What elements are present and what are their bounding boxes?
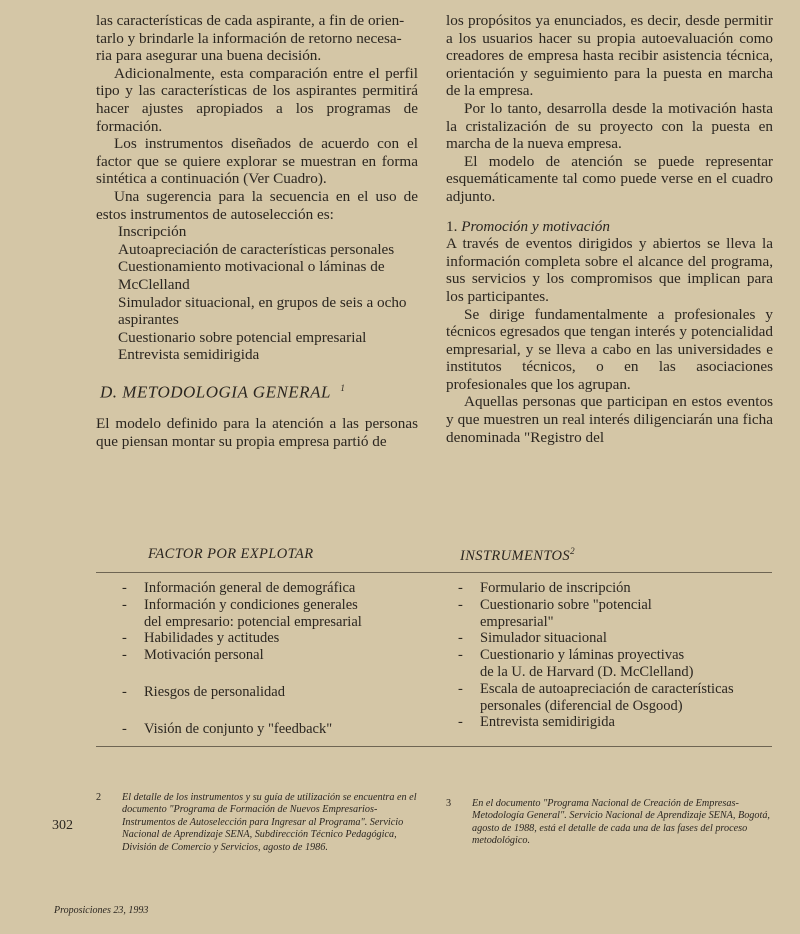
table-header-instruments-note: 2 bbox=[570, 546, 575, 556]
row-dash bbox=[458, 698, 480, 715]
row-text: Información general de demográfica bbox=[144, 580, 356, 596]
table-row bbox=[122, 684, 422, 701]
list-item: Cuestionamiento motivacional o láminas de McClelland bbox=[118, 258, 385, 293]
row-dash: - bbox=[122, 683, 127, 700]
left-line-1: las características de cada aspirante, a fin de orien- bbox=[96, 12, 405, 29]
row-text: de la U. de Harvard (D. McClelland) bbox=[480, 663, 694, 680]
page-number: 302 bbox=[52, 818, 73, 833]
subheading-number: 1. bbox=[446, 217, 458, 235]
footnote-text: El detalle de los instrumentos y su guía de utilización se encuentra en el documento "Programa de Formación de Nuevos Empresarios-Instrumentos de Autoselección para Ingresar al Programa". Servicio Nacional de Aprendizaje SENA, Subdirección Técnico Pedagógica, División de Comercio y Servicios, agosto de 1986. bbox=[122, 792, 417, 853]
row-dash bbox=[458, 664, 480, 681]
row-dash: - bbox=[458, 580, 463, 596]
section-heading-note: 1 bbox=[340, 382, 346, 393]
row-dash: - bbox=[122, 630, 127, 647]
section-heading-text: D. METODOLOGIA GENERAL bbox=[100, 382, 331, 402]
right-text-column bbox=[446, 12, 773, 446]
row-text: Riesgos de personalidad bbox=[144, 683, 285, 700]
sequence-list bbox=[96, 223, 418, 364]
list-item: Inscripción bbox=[118, 223, 187, 241]
table-header-instruments-text: INSTRUMENTOS bbox=[460, 547, 571, 564]
right-paragraph-1: los propósitos ya enunciados, es decir, desde permitir a los usuarios hacer su propia autoevaluación como creadores de empresa hasta recibir asistencia técnica, orientación y seguimiento para la puesta en marcha de la empresa. bbox=[446, 12, 773, 100]
row-text: empresarial" bbox=[480, 613, 554, 630]
table-row bbox=[458, 630, 768, 647]
row-dash: - bbox=[122, 580, 127, 596]
row-dash: - bbox=[458, 596, 463, 613]
subheading-text: Promoción y motivación bbox=[461, 217, 610, 235]
running-footer: Proposiciones 23, 1993 bbox=[54, 905, 149, 916]
table-row bbox=[122, 580, 422, 597]
factor-column bbox=[122, 580, 422, 738]
table-row bbox=[458, 597, 768, 614]
table-row bbox=[458, 681, 768, 698]
left-paragraph-5: El modelo definido para la atención a las personas que piensan montar su propia empresa partió de bbox=[96, 415, 418, 450]
row-text: Simulador situacional bbox=[480, 630, 607, 647]
right-paragraph-3: El modelo de atención se puede representar esquemáticamente tal como puede verse en el cuadro adjunto. bbox=[446, 152, 773, 205]
row-dash: - bbox=[458, 680, 463, 697]
list-item: Autoapreciación de características personales bbox=[118, 240, 395, 258]
row-text: Motivación personal bbox=[144, 647, 264, 664]
list-item: Cuestionario sobre potencial empresarial bbox=[118, 328, 367, 346]
list-item: Entrevista semidirigida bbox=[118, 346, 260, 364]
section-heading bbox=[100, 380, 418, 401]
row-text: Cuestionario y láminas proyectivas bbox=[480, 647, 685, 664]
row-text: Escala de autoapreciación de características bbox=[480, 680, 734, 697]
left-line-2: tarlo y brindarle la información de retorno necesa- bbox=[96, 29, 402, 47]
row-dash: - bbox=[458, 630, 463, 647]
row-text: Información y condiciones generales bbox=[144, 596, 358, 613]
table-bottom-rule bbox=[96, 746, 772, 747]
row-text: personales (diferencial de Osgood) bbox=[480, 697, 683, 714]
table-header-factor: FACTOR POR EXPLOTAR bbox=[148, 546, 314, 562]
footnote-left bbox=[96, 792, 418, 854]
table-row bbox=[458, 714, 768, 731]
subheading bbox=[446, 218, 773, 236]
footnote-number: 2 bbox=[96, 792, 102, 803]
row-text: Formulario de inscripción bbox=[480, 580, 631, 596]
right-paragraph-6: Aquellas personas que participan en estos eventos y que muestren un real interés diligenciarán una ficha denominada "Registro del bbox=[446, 393, 773, 446]
row-dash: - bbox=[122, 647, 127, 664]
table-row bbox=[122, 721, 422, 738]
table-header-instruments bbox=[460, 546, 575, 565]
left-paragraph-3: Los instrumentos diseñados de acuerdo con el factor que se quiere explorar se muestran en forma sintética a continuación (Ver Cuadro). bbox=[96, 135, 418, 188]
footnote-text: En el documento "Programa Nacional de Creación de Empresas-Metodología General". Servicio Nacional de Aprendizaje SENA, Bogotá, agosto de 1988, está el detalle de cada una de las fases del proceso metodológico. bbox=[472, 798, 770, 847]
row-text: Cuestionario sobre "potencial bbox=[480, 596, 652, 613]
footnote-right bbox=[446, 798, 773, 848]
left-text-column bbox=[96, 12, 418, 450]
row-dash: - bbox=[122, 596, 127, 613]
row-dash bbox=[458, 614, 480, 631]
row-dash bbox=[122, 614, 144, 631]
table-row bbox=[458, 580, 768, 597]
footnote-number: 3 bbox=[446, 798, 452, 809]
row-dash: - bbox=[122, 720, 127, 737]
row-text: Visión de conjunto y "feedback" bbox=[144, 720, 333, 737]
right-paragraph-2: Por lo tanto, desarrolla desde la motivación hasta la cristalización de su proyecto con la puesta en marcha de la nueva empresa. bbox=[446, 99, 773, 153]
row-dash: - bbox=[458, 647, 463, 664]
left-paragraph-4: Una sugerencia para la secuencia en el uso de estos instrumentos de autoselección es: bbox=[96, 187, 418, 223]
row-text: Entrevista semidirigida bbox=[480, 714, 615, 731]
table-row bbox=[458, 698, 768, 715]
row-text: Habilidades y actitudes bbox=[144, 630, 280, 647]
right-paragraph-5: Se dirige fundamentalmente a profesionales y técnicos egresados que tengan interés y potencialidad empresarial, y se lleva a cabo en las universidades e institutos técnicos, o en las asociaciones profesionales que los agrupan. bbox=[446, 305, 773, 393]
table-row bbox=[122, 614, 422, 631]
table-row bbox=[458, 647, 768, 664]
table-row bbox=[122, 597, 422, 614]
row-text: del empresario: potencial empresarial bbox=[144, 613, 362, 630]
table-row bbox=[458, 614, 768, 631]
table-header-row bbox=[96, 540, 772, 573]
right-paragraph-4: A través de eventos dirigidos y abiertos se lleva la información completa sobre el alcance del programa, sus servicios y los compromisos que implican para los participantes. bbox=[446, 235, 773, 305]
left-paragraph-2: Adicionalmente, esta comparación entre el perfil tipo y las características de los aspirantes permitirá hacer ajustes apropiados a los programas de formación. bbox=[96, 64, 418, 135]
table-row bbox=[122, 630, 422, 647]
table-row bbox=[458, 664, 768, 681]
instruments-column bbox=[458, 580, 768, 731]
list-item: Simulador situacional, en grupos de seis a ocho aspirantes bbox=[118, 293, 407, 329]
row-dash: - bbox=[458, 714, 463, 731]
table-row bbox=[122, 647, 422, 664]
left-line-3: ria para asegurar una buena decisión. bbox=[96, 47, 322, 65]
